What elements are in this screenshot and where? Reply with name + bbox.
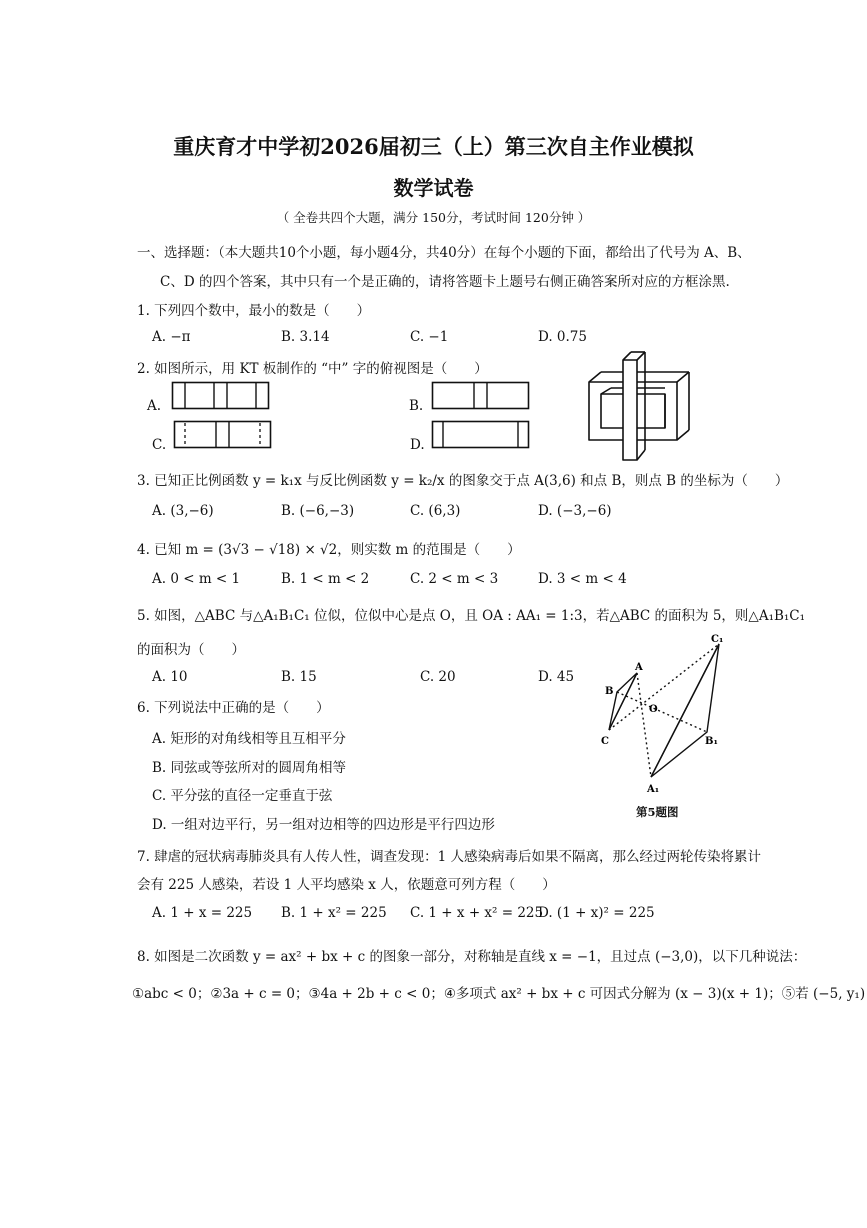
q7-option-b: B. 1 + x² = 225 xyxy=(281,905,387,921)
q5-label-c1: C₁ xyxy=(711,634,724,645)
q4-option-b: B. 1 < m < 2 xyxy=(281,571,370,587)
q1-option-b: B. 3.14 xyxy=(281,329,330,345)
q1-option-a: A. −π xyxy=(152,329,191,345)
q2-figure-c xyxy=(174,421,274,449)
q4-option-c: C. 2 < m < 3 xyxy=(410,571,499,587)
q2-label-c: C. xyxy=(152,437,167,453)
q7-option-c: C. 1 + x + x² = 225 xyxy=(410,905,544,921)
q4-stem: 4. 已知 m = (3√3 − √18) × √2，则实数 m 的范围是（ ） xyxy=(137,542,521,558)
q2-stem: 2. 如图所示，用 KT 板制作的 “中” 字的俯视图是（ ） xyxy=(137,361,488,377)
q2-label-a: A. xyxy=(147,398,162,414)
q3-stem: 3. 已知正比例函数 y = k₁x 与反比例函数 y = k₂/x 的图象交于点 A(3,6) 和点 B，则点 B 的坐标为（ ） xyxy=(137,473,789,489)
q6-option-c: C. 平分弦的直径一定垂直于弦 xyxy=(152,788,333,804)
q7-option-a: A. 1 + x = 225 xyxy=(152,905,253,921)
q3-option-d: D. (−3,−6) xyxy=(538,503,612,519)
q2-figure-b xyxy=(432,382,532,410)
q5-stem: 5. 如图，△ABC 与△A₁B₁C₁ 位似，位似中心是点 O，且 OA : AA₁ = 1:3，若△ABC 的面积为 5，则△A₁B₁C₁ xyxy=(137,608,806,624)
q6-option-d: D. 一组对边平行，另一组对边相等的四边形是平行四边形 xyxy=(152,817,495,833)
exam-title: 重庆育才中学初2026届初三（上）第三次自主作业模拟 xyxy=(173,134,694,159)
exam-subtitle: 数学试卷 xyxy=(393,176,474,200)
q5-label-a1: A₁ xyxy=(647,784,660,795)
exam-note: （ 全卷共四个大题，满分 150分，考试时间 120分钟 ） xyxy=(276,210,591,225)
q4-option-a: A. 0 < m < 1 xyxy=(152,571,241,587)
q1-option-d: D. 0.75 xyxy=(538,329,587,345)
q4-option-d: D. 3 < m < 4 xyxy=(538,571,627,587)
q1-option-c: C. −1 xyxy=(410,329,449,345)
q5-figure-caption: 第5题图 xyxy=(636,805,679,819)
q7-option-d: D. (1 + x)² = 225 xyxy=(538,905,655,921)
q6-option-a: A. 矩形的对角线相等且互相平分 xyxy=(152,731,346,747)
section-intro-line2: C、D 的四个答案，其中只有一个是正确的，请将答题卡上题号右侧正确答案所对应的方框涂黑. xyxy=(160,274,730,290)
q5-option-b: B. 15 xyxy=(281,669,317,685)
q7-stem-continued: 会有 225 人感染，若设 1 人平均感染 x 人，依题意可列方程（ ） xyxy=(137,877,556,893)
q5-option-d: D. 45 xyxy=(538,669,575,685)
q5-stem-continued: 的面积为（ ） xyxy=(137,642,245,658)
q3-option-a: A. (3,−6) xyxy=(152,503,214,519)
q5-label-b: B xyxy=(605,686,614,697)
q6-stem: 6. 下列说法中正确的是（ ） xyxy=(137,700,330,716)
q5-label-a: A xyxy=(635,662,643,673)
q5-label-c: C xyxy=(601,736,609,747)
section-intro-line1: 一、选择题：（本大题共10个小题，每小题4分，共40分）在每个小题的下面，都给出了代号为 A、B、 xyxy=(137,245,751,261)
q8-stem: 8. 如图是二次函数 y = ax² + bx + c 的图象一部分，对称轴是直线 x = −1，且过点 (−3,0)，以下几种说法： xyxy=(137,949,807,965)
q5-label-o: O xyxy=(649,704,658,715)
q3-option-c: C. (6,3) xyxy=(410,503,461,519)
q6-option-b: B. 同弦或等弦所对的圆周角相等 xyxy=(152,760,347,776)
q3-option-b: B. (−6,−3) xyxy=(281,503,355,519)
q2-label-b: B. xyxy=(409,398,424,414)
q5-option-c: C. 20 xyxy=(420,669,456,685)
q7-stem: 7. 肆虐的冠状病毒肺炎具有人传人性，调查发现：1 人感染病毒后如果不隔离，那么经过两轮传染将累计 xyxy=(137,849,762,865)
q5-label-b1: B₁ xyxy=(705,736,718,747)
q2-figure-d xyxy=(432,421,532,449)
q5-homothety-figure xyxy=(595,632,735,802)
q8-statements: ①abc < 0；②3a + c = 0；③4a + 2b + c < 0；④多项式 ax² + bx + c 可因式分解为 (x − 3)(x + 1)；⑤若 (−5, y₁) xyxy=(132,986,866,1002)
q2-kt-board-figure xyxy=(585,350,695,462)
q2-label-d: D. xyxy=(410,437,425,453)
q5-option-a: A. 10 xyxy=(152,669,188,685)
q2-figure-a xyxy=(172,382,272,410)
q1-stem: 1. 下列四个数中，最小的数是（ ） xyxy=(137,303,371,319)
